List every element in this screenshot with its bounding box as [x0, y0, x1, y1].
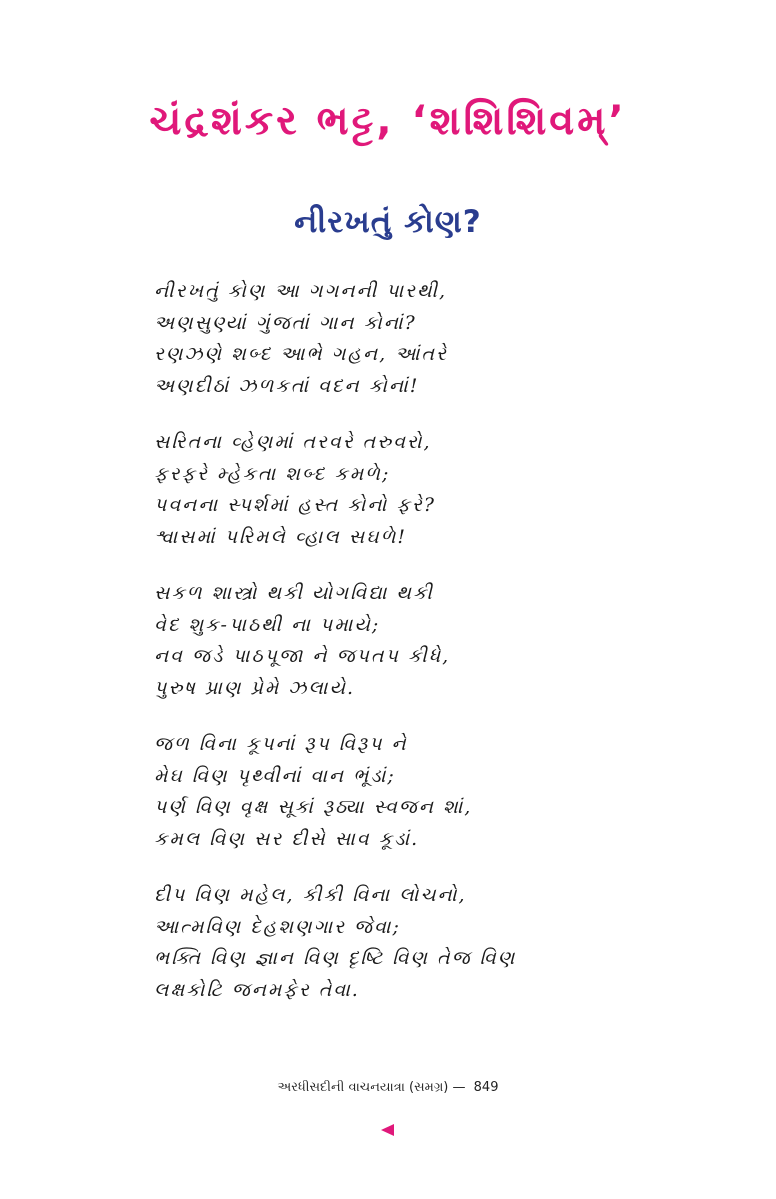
- poem-line: વેદ શુક-પાઠથી ના પમાયે;: [154, 613, 381, 636]
- poem-line: જળ વિના કૂપનાં રૂપ વિરૂપ ને: [154, 733, 408, 755]
- poem-line: અણદીઠાં ઝળકતાં વદન કોનાં!: [154, 374, 420, 397]
- poem-line: ફરફરે મ્હેકતા શબ્દ કમળે;: [154, 462, 391, 485]
- footer-book-title: અરધીસદીની વાચનયાત્રા (સમગ્ર) —: [277, 1080, 466, 1095]
- page-number: 849: [473, 1080, 499, 1095]
- poem-line: પર્ણ વિણ વૃક્ષ સૂકાં રૂઠ્યા સ્વજન શાં,: [154, 796, 473, 818]
- poem-stanza: [154, 880, 634, 1006]
- author-heading: ચંદ્રશંકર ભટ્ટ, ‘શશિશિવમ્’: [149, 98, 627, 144]
- poem-line: દીપ વિણ મહેલ, કીકી વિના લોચનો,: [154, 884, 467, 906]
- poem-line: નવ જડે પાઠપૂજા ને જપતપ કીધે,: [154, 645, 451, 667]
- poem-line: રણઝણે શબ્દ આભે ગહન, આંતરે: [154, 343, 448, 365]
- poem-stanza: [154, 729, 634, 855]
- poem-line: નીરખતું કોણ આ ગગનની પારથી,: [154, 280, 448, 302]
- poem-line: મેઘ વિણ પૃથ્વીનાં વાન ભૂંડાં;: [154, 764, 396, 787]
- poem-title: નીરખતું કોણ?: [294, 204, 482, 240]
- poem-line: સકળ શાસ્ત્રો થકી યોગવિદ્યા થકી: [154, 582, 434, 604]
- poem-line: અણસુણ્યાં ગુંજતાં ગાન કોનાં?: [154, 311, 417, 334]
- poem-line: પુરુષ પ્રાણ પ્રેમે ઝલાયે.: [154, 676, 356, 699]
- poem-line: શ્વાસમાં પરિમલે વ્હાલ સઘળે!: [154, 525, 408, 548]
- poem-line: આત્મવિણ દેહશણગાર જેવા;: [154, 915, 401, 938]
- poem-stanza: [154, 578, 634, 704]
- poem-body: [154, 276, 634, 1031]
- poem-stanza: [154, 427, 634, 553]
- poem-line: લક્ષકોટિ જનમફેર તેવા.: [154, 978, 360, 1001]
- poem-line: પવનના સ્પર્શમાં હસ્ત કોનો ફરે?: [154, 494, 436, 516]
- poem-stanza: [154, 276, 634, 402]
- poem-line: કમલ વિણ સર દીસે સાવ કૂડાં.: [154, 827, 420, 850]
- left-triangle-icon[interactable]: [381, 1124, 394, 1136]
- page-footer: [0, 1080, 776, 1095]
- poem-line: સરિતના વ્હેણમાં તરવરે તરુવરો,: [154, 431, 432, 453]
- poem-line: ભક્તિ વિણ જ્ઞાન વિણ દૃષ્ટિ વિણ તેજ વિણ: [154, 947, 517, 969]
